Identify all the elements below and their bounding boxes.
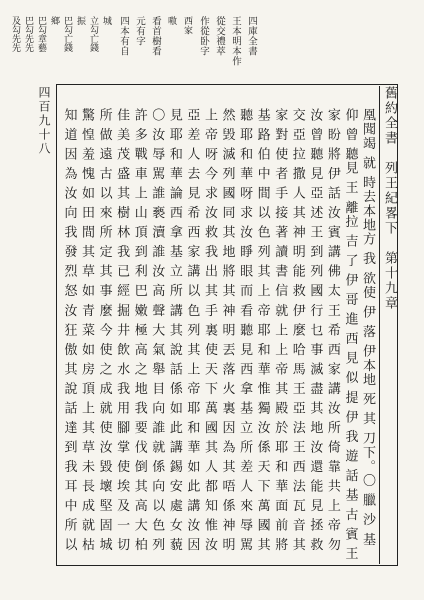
- left-rule: [56, 84, 57, 565]
- top-rule: [56, 84, 398, 85]
- margin-note: 及勾先先: [10, 16, 20, 52]
- text-column: 基 路 伯 中 間 以 色 列 其 上 帝 耶 和 華 惟 獨 汝 係 天 下 萬 國 其: [254, 108, 270, 552]
- text-column: 仰 曾 聽見 王 離拉 吉 了 伊 哥 進 西 見 似 提 伊 我 遊 話 基 古 賓 王: [342, 108, 358, 561]
- text-column: 〇 汝 辱 駡 誰 褻 瀆 誰 汝 高 聲 大 氣 舉 目 向 誰 就 係 向 以 色 列: [149, 108, 165, 552]
- text-column: 然 毁 滅 列 國 同 其 地 將 其 神 明 丟 落 火 裏 因 為 其 唔 係 神 明: [219, 108, 235, 552]
- margin-note: 巴勾先先: [23, 16, 33, 52]
- margin-note: 王本明本作: [230, 16, 241, 66]
- margin-note: 從交禮萃: [214, 16, 225, 56]
- page-number: 四百九十八: [37, 86, 51, 156]
- text-column: 亞 差 人 去 見 希 西 家 講 以 色 列 其 上 帝 耶 和 華 如 此 講 汝 因: [184, 108, 200, 552]
- text-column: 家 盼 將 伊 話 汝 賓 講 佛 太 王 希 西 家 講 汝 所 倚 靠 共 上 帝 勿: [324, 108, 340, 552]
- text-column: 見 耶 和 華 論 西 拿 基 立 所 講 其 說 話 係 如 此 講 錫 安 處 女 藐: [166, 108, 182, 552]
- text-column: 上 帝 呀 今 求 汝 救 我 出 其 手 裏 使 天 下 萬 國 其 人 都 知 惟 汝: [201, 108, 217, 552]
- text-column: 所 做 遠 古 以 來 所 定 其 事 麼 今 使 之 成 就 使 汝 毀 壞 堅 固 城: [96, 108, 112, 552]
- text-column: 聽 耶 和 華 呀 求 汝 睜 眼 而 看 聽 見 西 拿 基 立 所 差 人 來 辱 駡: [237, 108, 253, 552]
- bottom-rule: [56, 565, 398, 566]
- margin-note: 城: [101, 16, 111, 25]
- margin-note: 巴勾章藝: [36, 16, 46, 52]
- text-column: 汝 曾 聽 見 亞 述 王 到 列 國 行 乜 事 滅 盡 其 地 汝 還 能 見 拯 救: [307, 108, 323, 552]
- text-column: 驚 惶 羞 愧 如 田 間 其 草 如 青 菜 如 房 頂 上 其 草 未 長 成 就 枯: [79, 108, 94, 552]
- text-column: 佳 美 茂 盛 其 樹 林 我 已 經 掘 井 飲 水 我 用 腳 掌 使 埃 及 一 切: [114, 108, 130, 552]
- text-column: 凰聞竭 就 時去本地方 我 欲使 伊 落 伊本地 死 其 刀下。〇 臘 沙 基: [360, 108, 375, 547]
- margin-note: 四庫全書: [246, 16, 257, 56]
- margin-note: 巴勾亡錢: [62, 16, 72, 52]
- text-column: 知 道 因 為 汝 向 我 發 烈 怒 汝 狂 傲 其 說 話 達 到 我 耳 中 所 以: [61, 108, 77, 552]
- text-column: 交 亞 拉 撒 人 其 神 明 能 救 伊 麼 哈 馬 王 亞 法 王 西 法 瓦 音 其: [289, 108, 305, 552]
- margin-note: 嗷: [166, 16, 176, 26]
- margin-note: 元有字: [134, 16, 145, 46]
- header-separator: [379, 86, 380, 564]
- margin-note: 振: [75, 16, 85, 25]
- text-body: [60, 108, 376, 563]
- margin-note: 看首樹看: [150, 16, 161, 56]
- margin-note: 立勾亡錢: [88, 16, 98, 52]
- margin-note: 西家: [182, 16, 192, 35]
- running-header: 舊約全書 列王紀畧下 第十九章: [382, 86, 397, 311]
- text-column: 家 對 使 者 手 接 著 讀 書 信 就 上 上 帝 其 殿 於 耶 和 華 面 前 將: [272, 108, 288, 552]
- margin-note: 四本有自: [118, 16, 129, 56]
- margin-notes-left: [10, 16, 111, 52]
- text-column: 許 多 戰 車 上 山 頂 到 利 巴 嫩 極 高 之 地 我 要 伐 倒 其 高 大 柏: [131, 108, 147, 552]
- margin-note: 作從卧字: [198, 16, 209, 56]
- right-rule: [397, 84, 398, 565]
- margin-notes-top: [118, 16, 256, 76]
- margin-note: 鄉: [49, 16, 59, 25]
